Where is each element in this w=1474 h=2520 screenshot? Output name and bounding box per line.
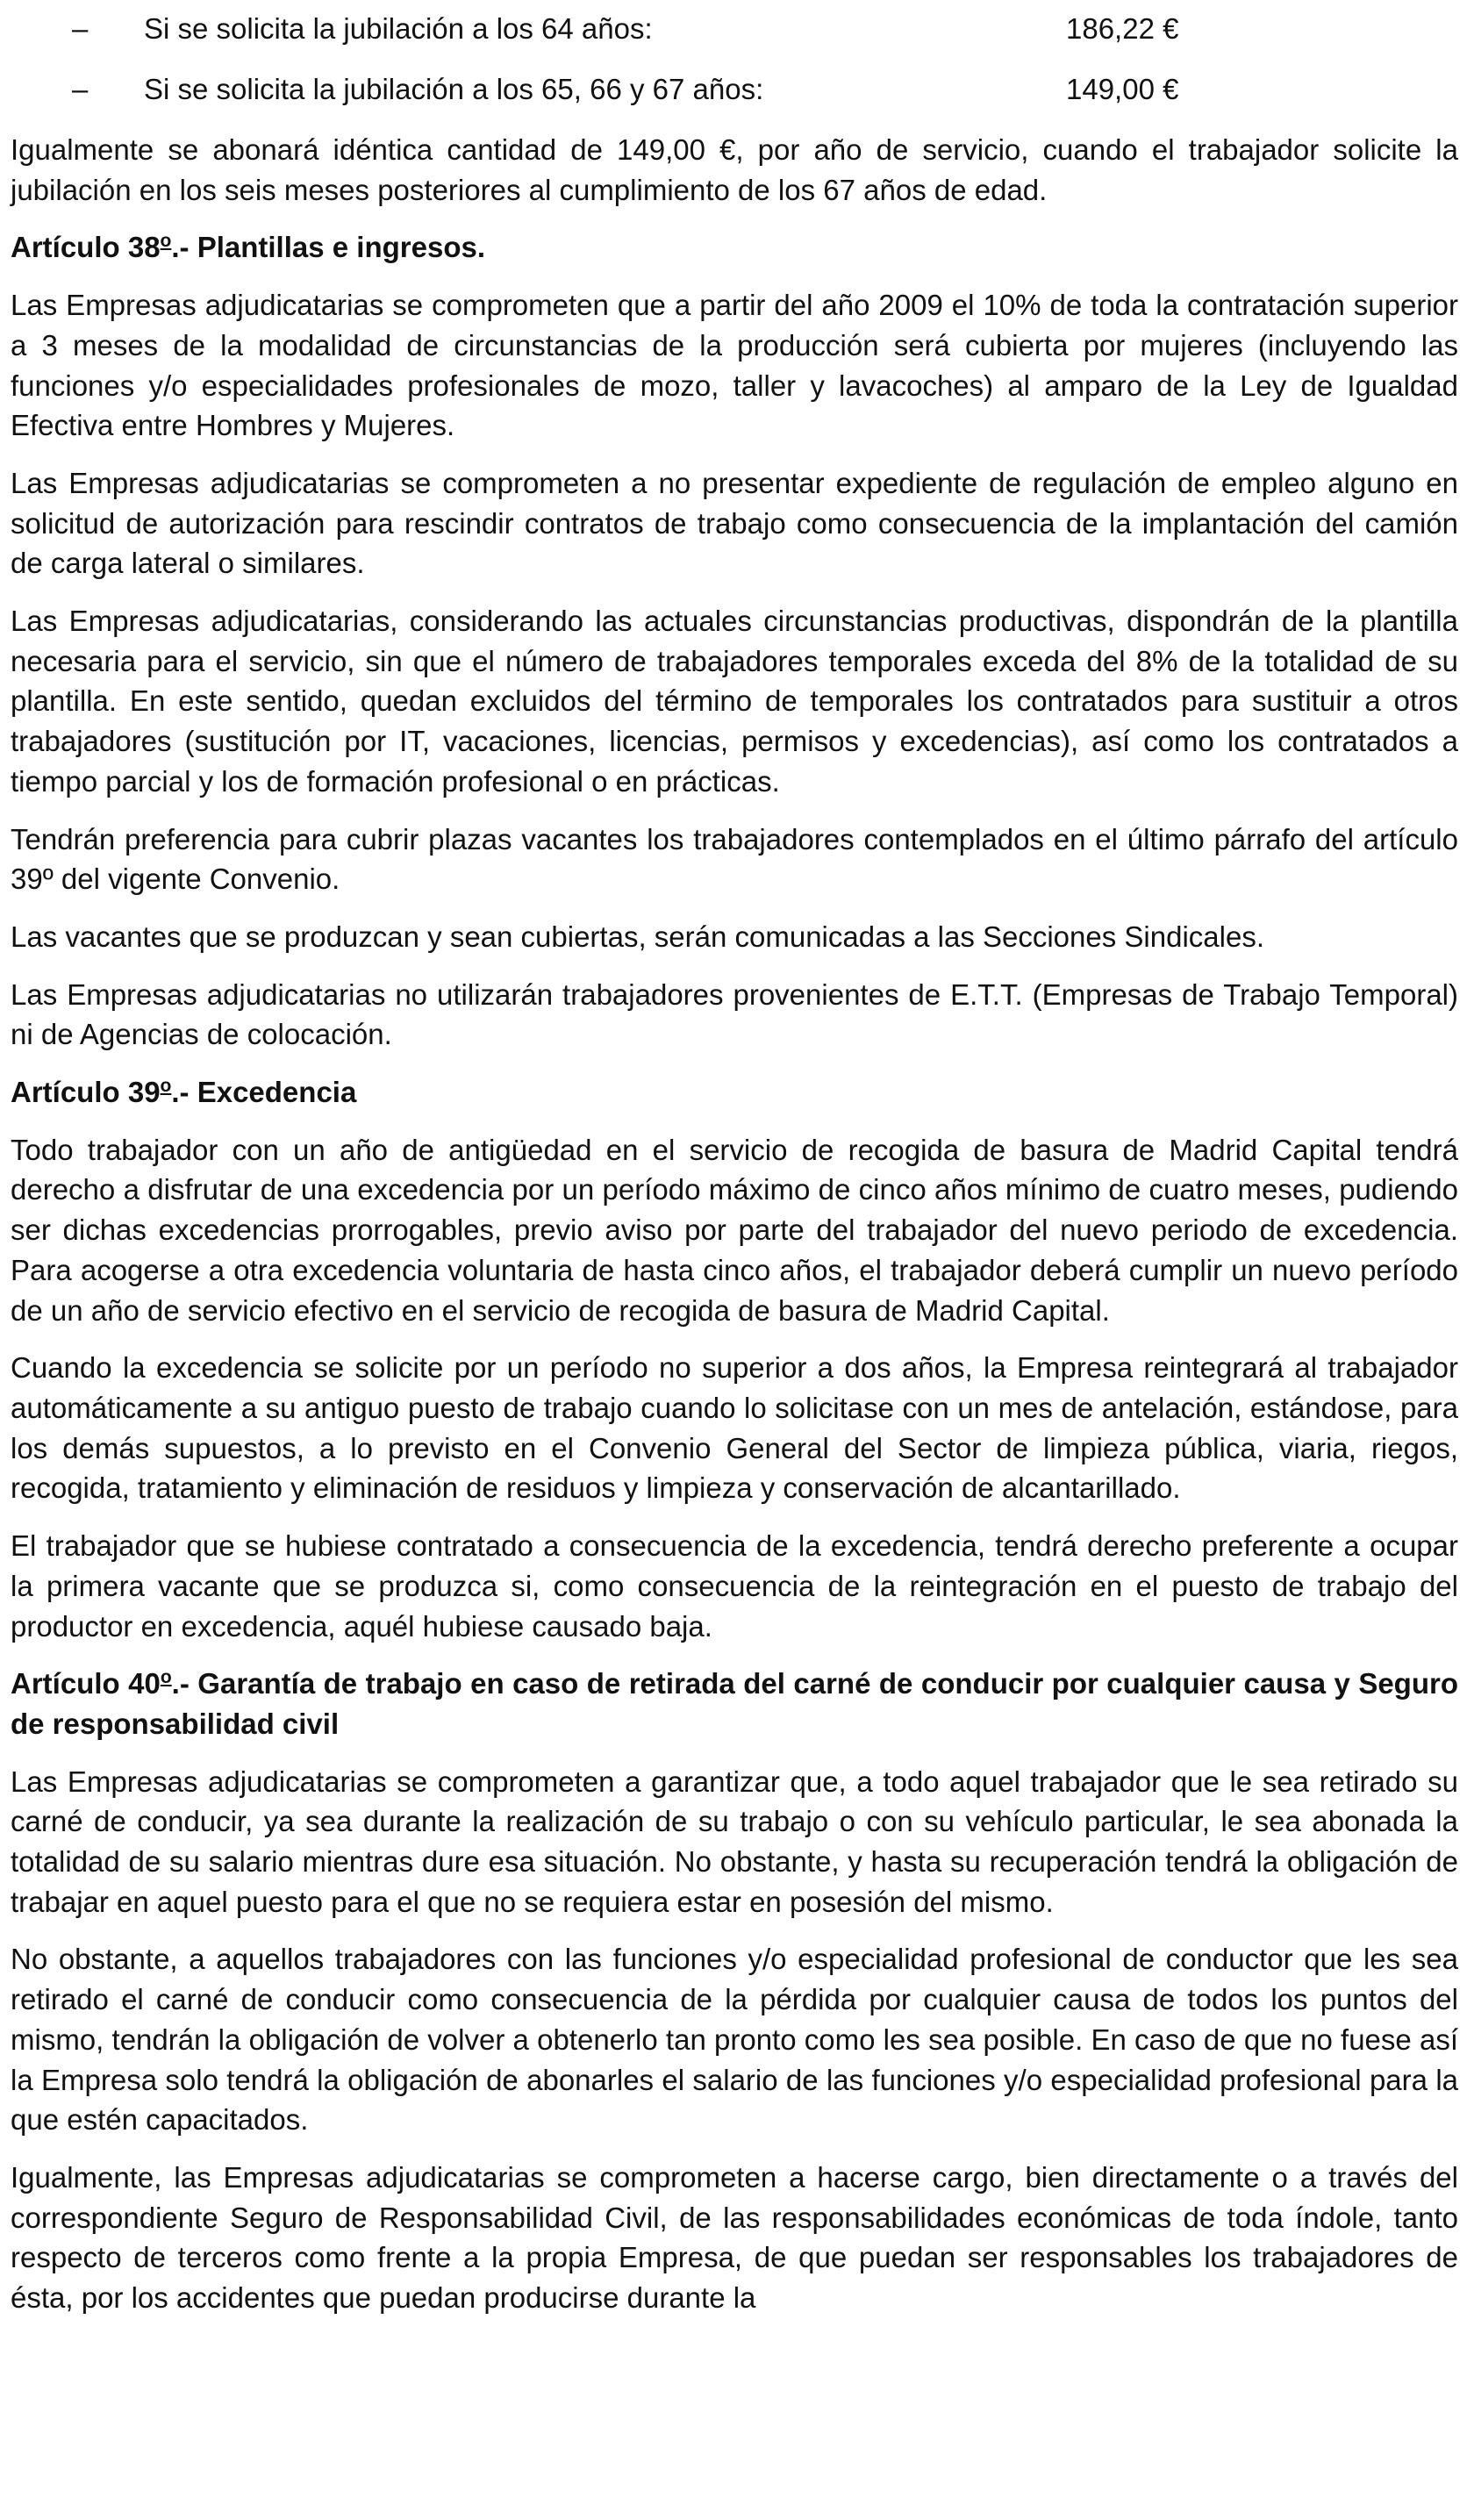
article-40-ordinal: o xyxy=(160,1667,172,1688)
article-38-paragraph: Las Empresas adjudicatarias se comprometen a no presentar expediente de regulación de empleo alguno en solicitud de autorización para rescindir contratos de trabajo como consecuencia de la implantación del camión de carga lateral o similares. xyxy=(11,466,1458,580)
article-38-paragraph: Tendrán preferencia para cubrir plazas vacantes los trabajadores contemplados en el último párrafo del artículo 39º del vigente Convenio. xyxy=(11,822,1458,896)
article-39-paragraph: Todo trabajador con un año de antigüedad en el servicio de recogida de basura de Madrid Capital tendrá derecho a disfrutar de una excedencia por un período máximo de cinco años mínimo de cuatro meses, pudiendo ser dichas excedencias prorrogables, previo aviso por parte del trabajador del nuevo periodo de excedencia. Para acogerse a otra excedencia voluntaria de hasta cinco años, el trabajador deberá cumplir un nuevo período de un año de servicio efectivo en el servicio de recogida de basura de Madrid Capital. xyxy=(11,1133,1458,1327)
article-38-paragraph: Las Empresas adjudicatarias se comprometen que a partir del año 2009 el 10% de toda la contratación superior a 3 meses de la modalidad de circunstancias de la producción será cubierta por mujeres (incluyendo las funciones y/o especialidades profesionales de mozo, taller y lavacoches) al amparo de la Ley de Igualdad Efectiva entre Hombres y Mujeres. xyxy=(11,289,1458,442)
article-38-ordinal: o xyxy=(160,231,172,252)
article-40-paragraph: Igualmente, las Empresas adjudicatarias se comprometen a hacerse cargo, bien directamente o a través del correspondiente Seguro de Responsabilidad Civil, de las responsabilidades económicas de toda índole, tanto respecto de terceros como frente a la propia Empresa, de que puedan ser responsables los trabajadores de ésta, por los accidentes que puedan producirse durante la xyxy=(11,2160,1458,2315)
article-39-paragraph: Cuando la excedencia se solicite por un período no superior a dos años, la Empresa reintegrará al trabajador automáticamente a su antiguo puesto de trabajo cuando lo solicitase con un mes de antelación, estándose, para los demás supuestos, a lo previsto en el Convenio General del Sector de limpieza pública, viaria, riegos, recogida, tratamiento y eliminación de residuos y limpieza y conservación de alcantarillado. xyxy=(11,1351,1458,1505)
list-dash: – xyxy=(72,12,89,45)
list-item-text: Si se solicita la jubilación a los 64 años: xyxy=(144,12,653,45)
list-item xyxy=(11,69,1458,130)
list-item-amount: 186,22 € xyxy=(1066,12,1179,45)
article-38-heading xyxy=(11,227,1458,268)
list-item-text: Si se solicita la jubilación a los 65, 66 y 67 años: xyxy=(144,73,764,105)
article-40-title: .- Garantía de trabajo en caso de retirada del carné de conducir por cualquier causa y Seguro de responsabilidad civil xyxy=(11,1667,1458,1740)
list-item xyxy=(11,9,1458,69)
article-39-ordinal: o xyxy=(160,1076,172,1097)
article-38-prefix: Artículo 38 xyxy=(11,231,161,264)
article-39-paragraph: El trabajador que se hubiese contratado a consecuencia de la excedencia, tendrá derecho preferente a ocupar la primera vacante que se produzca si, como consecuencia de la reintegración en el puesto de trabajo del productor en excedencia, aquél hubiese causado baja. xyxy=(11,1529,1458,1643)
article-38-paragraph: Las vacantes que se produzcan y sean cubiertas, serán comunicadas a las Secciones Sindicales. xyxy=(11,920,1264,953)
list-item-amount: 149,00 € xyxy=(1066,73,1179,105)
article-39-prefix: Artículo 39 xyxy=(11,1076,161,1109)
article-38-paragraph: Las Empresas adjudicatarias no utilizarán trabajadores provenientes de E.T.T. (Empresas de Trabajo Temporal) ni de Agencias de colocación. xyxy=(11,977,1458,1051)
article-40-paragraph: No obstante, a aquellos trabajadores con las funciones y/o especialidad profesional de conductor que les sea retirado el carné de conducir como consecuencia de la pérdida por cualquier causa de todos los puntos del mismo, tendrán la obligación de volver a obtenerlo tan pronto como les sea posible. En caso de que no fuese así la Empresa solo tendrá la obligación de abonarles el salario de las funciones y/o especialidad profesional para la que estén capacitados. xyxy=(11,1943,1458,2137)
article-38-title: .- Plantillas e ingresos. xyxy=(171,231,485,264)
article-39-title: .- Excedencia xyxy=(171,1076,357,1109)
list-dash: – xyxy=(72,73,89,105)
article-40-paragraph: Las Empresas adjudicatarias se comprometen a garantizar que, a todo aquel trabajador que le sea retirado su carné de conducir, ya sea durante la realización de su trabajo o con su vehículo particular, le sea abonada la totalidad de su salario mientras dure esa situación. No obstante, y hasta su recuperación tendrá la obligación de trabajar en aquel puesto para el que no se requiera estar en posesión del mismo. xyxy=(11,1765,1458,1918)
article-40-heading xyxy=(11,1664,1458,1743)
article-38-paragraph: Las Empresas adjudicatarias, considerando las actuales circunstancias productivas, dispondrán de la plantilla necesaria para el servicio, sin que el número de trabajadores temporales exceda del 8% de la totalidad de su plantilla. En este sentido, quedan excluidos del término de temporales los contratados para sustituir a otros trabajadores (sustitución por IT, vacaciones, licencias, permisos y excedencias), así como los contratados a tiempo parcial y los de formación profesional o en prácticas. xyxy=(11,605,1458,798)
article-39-heading xyxy=(11,1072,1458,1113)
intro-paragraph: Igualmente se abonará idéntica cantidad de 149,00 €, por año de servicio, cuando el trabajador solicite la jubilación en los seis meses posteriores al cumplimiento de los 67 años de edad. xyxy=(11,133,1458,206)
article-40-prefix: Artículo 40 xyxy=(11,1667,161,1700)
